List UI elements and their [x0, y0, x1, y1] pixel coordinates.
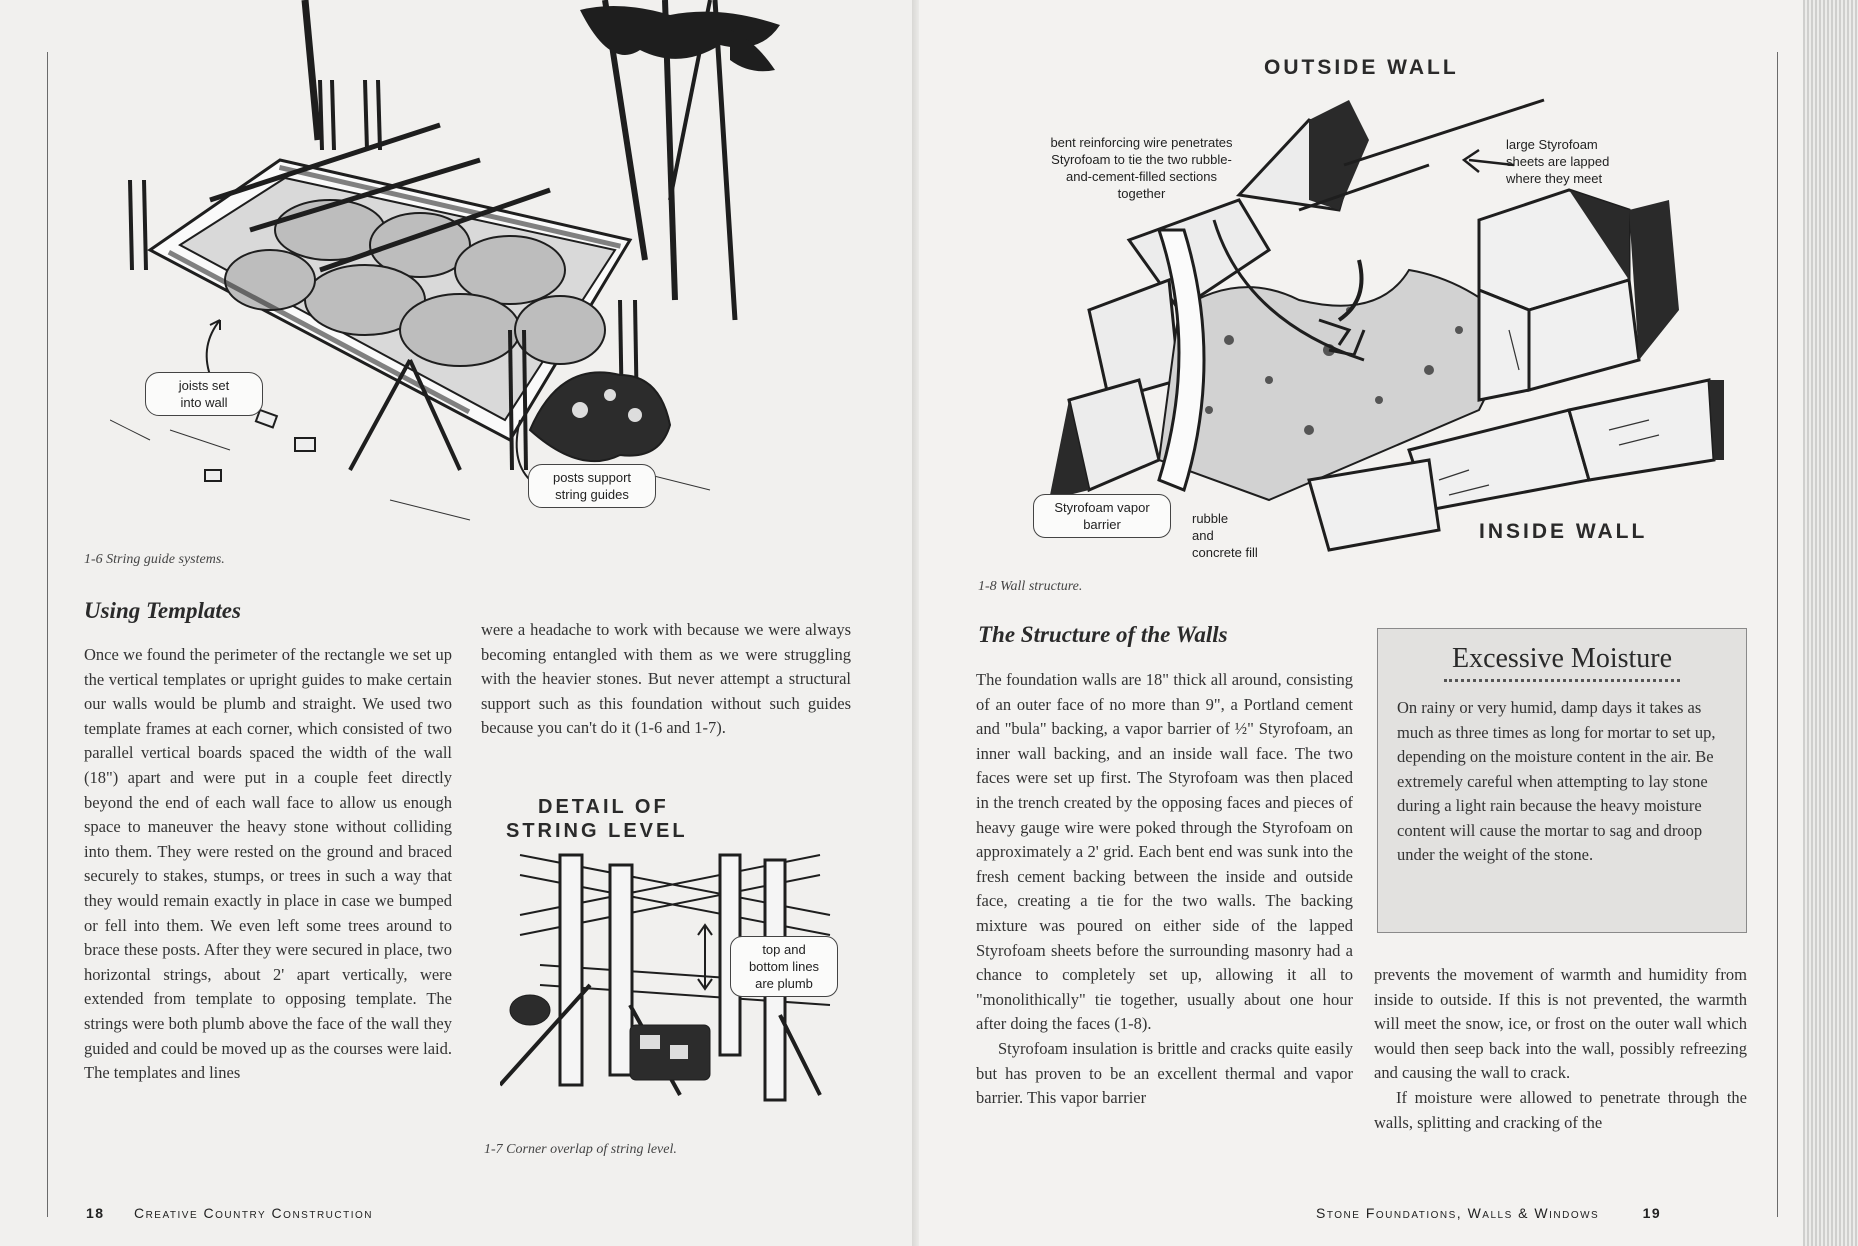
figure-1-7-title-line-2: STRING LEVEL [506, 820, 688, 842]
page-edges [1803, 0, 1858, 1246]
page-number: 19 [1642, 1205, 1662, 1221]
label-rubble-and-concrete-fill: rubble and concrete fill [1192, 510, 1278, 561]
paragraph: were a headache to work with because we were always becoming entangled with them as we were struggling with the heavier stones. But never attempt a structural support such as this foundation without such guides because you can't do it (1-6 and 1-7). [481, 620, 851, 738]
section-heading-structure-of-walls: The Structure of the Walls [978, 622, 1228, 647]
callout-joists-set-into-wall: joists set into wall [145, 372, 263, 416]
figure-1-7-title-line-1: DETAIL OF [538, 796, 669, 818]
right-column-1-text [976, 668, 1353, 1111]
paragraph: Once we found the perimeter of the rectangle we set up the vertical templates or upright guides to make certain our walls would be plumb and straight. We used two template frames at each corner, which consisted of two parallel vertical boards spaced the width of the wall (18") apart and were put in a couple feet directly beyond the end of each wall face to allow us enough space to maneuver the heavy stone without colliding into them. They were rested on the ground and braced securely to stakes, stumps, or trees in such a way that they would remain exactly in place in case we bumped or fell into them. We even left some trees around to brace these posts. After they were secured in place, two horizontal strings, about 2' apart vertically, were extended from template to opposing template. The strings were both plumb above the face of the wall they guided and could be moved up as the courses were laid. The templates and lines [84, 645, 452, 1083]
paragraph: Styrofoam insulation is brittle and cracks quite easily but has proven to be an excellent thermal and vapor barrier. This vapor barrier [976, 1038, 1353, 1108]
figure-1-6-illustration [110, 0, 830, 560]
right-column-2-text [1374, 963, 1747, 1135]
page-number: 18 [86, 1205, 105, 1221]
right-folio [1316, 1205, 1661, 1221]
paragraph: If moisture were allowed to penetrate through the walls, splitting and cracking of the [1374, 1087, 1747, 1132]
label-large-styrofoam-sheets: large Styrofoam sheets are lapped where they meet [1506, 137, 1610, 186]
sidebar-title: Excessive Moisture [1451, 643, 1673, 674]
paragraph: The foundation walls are 18" thick all around, consisting of an outer face of no more than 9", a Portland cement and "bula" backing, a vapor barrier of ½" Styrofoam, an inner wall backing, and an inside wall face. The two faces were set up first. The Styrofoam was then placed in the trench created by the opposing faces and pieces of heavy gauge wire were poked through the Styrofoam on approximately a 2' grid. Each bent end was sunk into the fresh cement backing between the inside and outside face, creating a tie for the two walls. The backing mixture was poured on either side of the lapped Styrofoam sheets before the surrounding masonry had a chance to completely set up, allowing it all to "monolithically" tie together, usually about one hour after doing the faces (1-8). [976, 670, 1353, 1034]
right-margin-rule [1777, 52, 1778, 1217]
callout-top-and-bottom-lines-plumb: top and bottom lines are plumb [730, 936, 838, 997]
callout-styrofoam-vapor-barrier: Styrofoam vapor barrier [1033, 494, 1171, 538]
sidebar-excessive-moisture [1377, 628, 1747, 933]
paragraph: prevents the movement of warmth and humidity from inside to outside. If this is not prevented, the warmth will meet the snow, ice, or frost on the outer wall which would then seep back into the wall, possibly refreezing and causing the wall to crack. [1374, 965, 1747, 1083]
figure-1-8-title-outside-wall: OUTSIDE WALL [1264, 56, 1459, 79]
left-page [0, 0, 916, 1246]
figure-1-8-caption: 1-8 Wall structure. [978, 579, 1083, 594]
figure-1-6-caption: 1-6 String guide systems. [84, 552, 225, 567]
figure-1-8-title-inside-wall: INSIDE WALL [1475, 520, 1651, 544]
running-title: Stone Foundations, Walls & Windows [1316, 1205, 1600, 1221]
left-margin-rule [47, 52, 48, 1217]
right-page [919, 0, 1803, 1246]
running-title: Creative Country Construction [133, 1205, 373, 1221]
label-bent-reinforcing-wire: bent reinforcing wire penetrates Styrofoam to tie the two rubble- and-cement-filled sections together [1050, 135, 1233, 201]
section-heading-using-templates: Using Templates [84, 598, 241, 623]
callout-posts-support-string-guides: posts support string guides [528, 464, 656, 508]
figure-1-7-caption: 1-7 Corner overlap of string level. [484, 1142, 677, 1157]
left-column-2-text [481, 618, 851, 741]
sidebar-dotted-rule [1444, 679, 1680, 682]
left-column-1-text [84, 643, 452, 1086]
sidebar-text: On rainy or very humid, damp days it takes as much as three times as long for mortar to set up, depending on the moisture content in the air. Be extremely careful when attempting to lay stone during a light rain because the heavy moisture content will cause the mortar to sag and droop under the weight of the stone. [1397, 698, 1716, 864]
left-folio [86, 1205, 373, 1221]
